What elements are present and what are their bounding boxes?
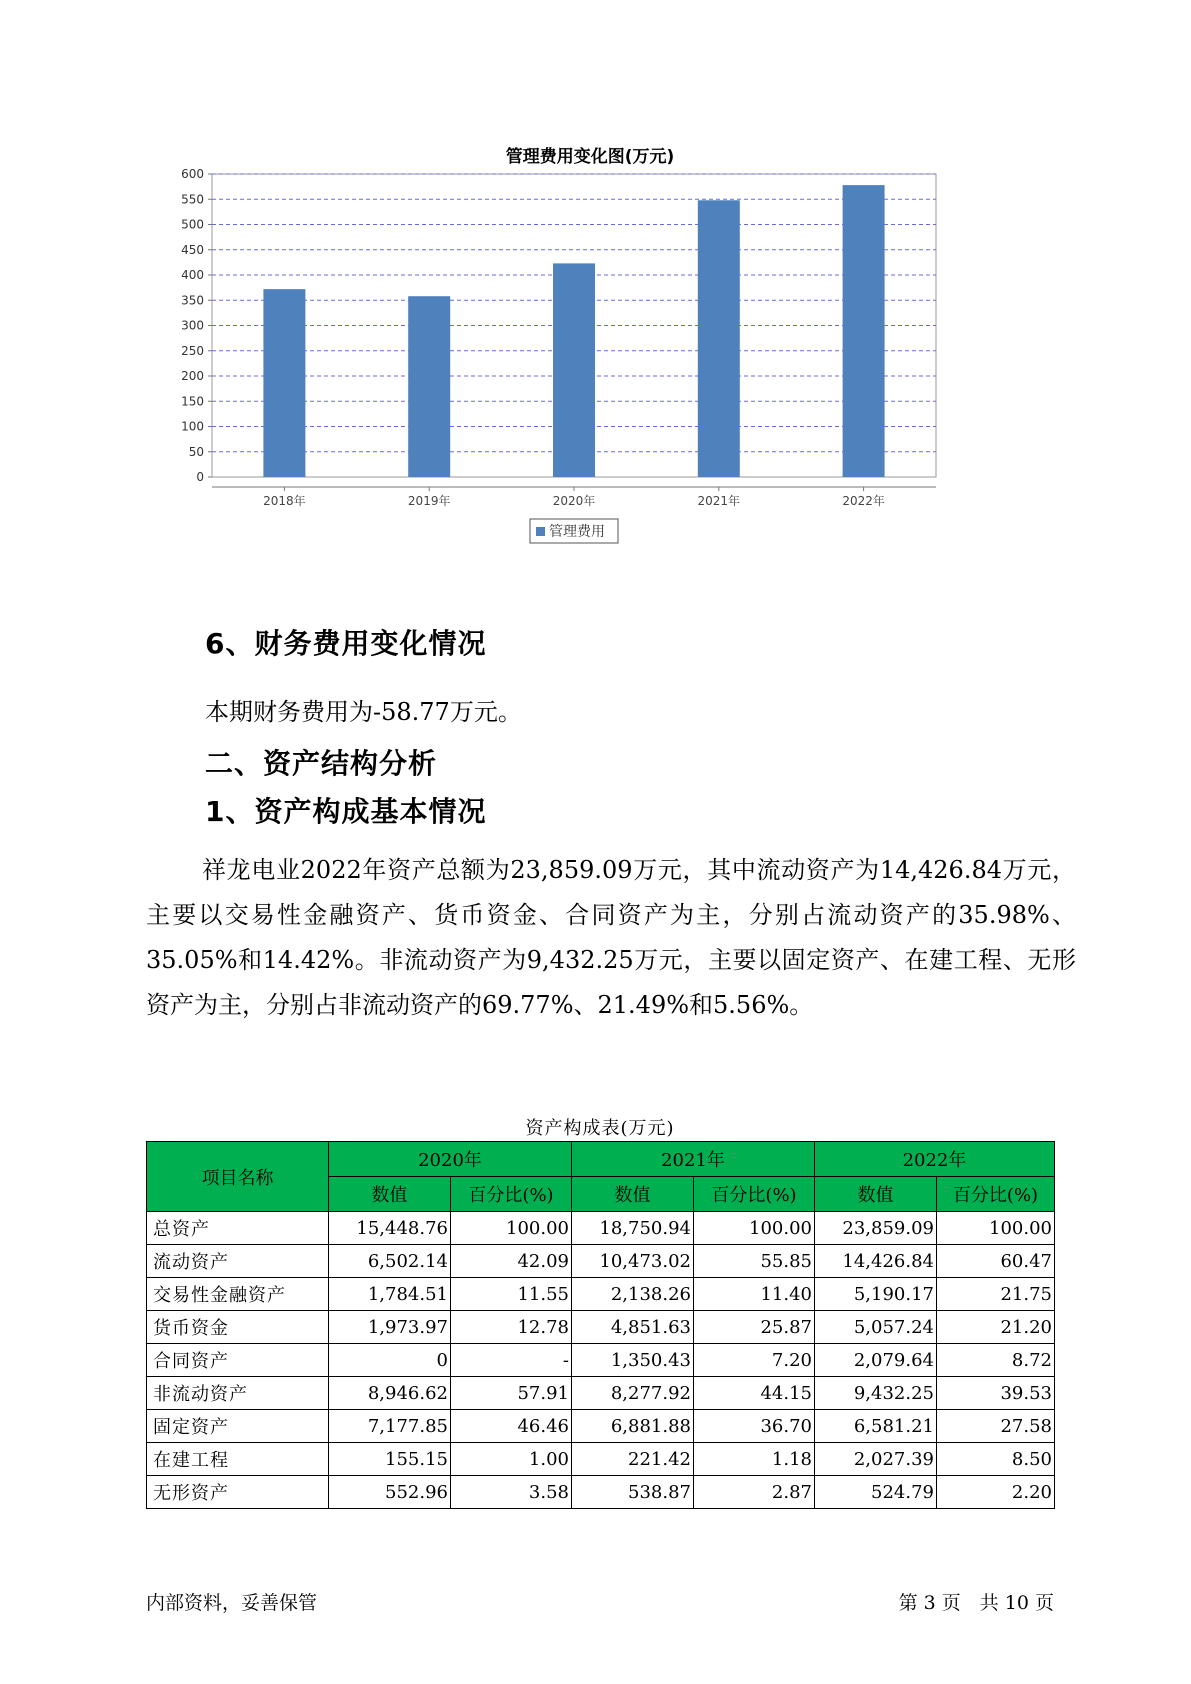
row-label: 无形资产 [147,1476,329,1509]
section2-heading: 二、资产结构分析 [205,747,438,780]
value-cell: 18,750.94 [572,1212,694,1245]
footer-page-number: 第 3 页 共 10 页 [898,1592,1054,1614]
management-expense-chart [160,130,1020,590]
percent-cell: 1.18 [694,1443,815,1476]
percent-cell: 100.00 [937,1212,1055,1245]
table-row [147,1443,1055,1476]
x-tick-label: 2022年 [842,494,885,508]
asset-summary-paragraph: 祥龙电业2022年资产总额为23,859.09万元，其中流动资产为14,426.84万元，主要以交易性金融资产、货币资金、合同资产为主，分别占流动资产的35.98%、35.05%和14.42%。非流动资产为9,432.25万元，主要以固定资产、在建工程、无形资产为主，分别占非流动资产的69.77%、21.49%和5.56%。 [146,856,1076,1019]
value-cell: 6,581.21 [815,1410,937,1443]
percent-cell: 100.00 [694,1212,815,1245]
table-row [147,1212,1055,1245]
table-row [147,1245,1055,1278]
chart-svg [160,130,1020,590]
value-cell: 0 [329,1344,451,1377]
percent-cell: 7.20 [694,1344,815,1377]
row-label: 固定资产 [147,1410,329,1443]
section2-subheading: 1、资产构成基本情况 [205,795,487,828]
value-cell: 524.79 [815,1476,937,1509]
chart-title: 管理费用变化图(万元) [505,147,675,167]
year-header: 2020年 [329,1142,572,1177]
value-cell: 5,190.17 [815,1278,937,1311]
percent-cell: 11.40 [694,1278,815,1311]
y-tick-label: 250 [181,343,204,358]
value-cell: 10,473.02 [572,1245,694,1278]
percent-header: 百分比(%) [937,1177,1055,1212]
percent-cell: 2.87 [694,1476,815,1509]
year-header: 2022年 [815,1142,1055,1177]
percent-cell: 55.85 [694,1245,815,1278]
x-tick-label: 2018年 [263,494,306,508]
y-tick-label: 450 [181,242,204,257]
value-cell: 8,277.92 [572,1377,694,1410]
table-row [147,1377,1055,1410]
percent-cell: 8.50 [937,1443,1055,1476]
value-cell: 552.96 [329,1476,451,1509]
percent-cell: 1.00 [451,1443,572,1476]
value-cell: 2,138.26 [572,1278,694,1311]
percent-header: 百分比(%) [694,1177,815,1212]
percent-cell: 42.09 [451,1245,572,1278]
value-cell: 5,057.24 [815,1311,937,1344]
percent-cell: 3.58 [451,1476,572,1509]
y-tick-label: 500 [181,217,204,232]
y-tick-label: 200 [181,369,204,383]
percent-cell: 2.20 [937,1476,1055,1509]
legend-label: 管理费用 [549,524,605,540]
row-label: 流动资产 [147,1245,329,1278]
percent-cell: 21.75 [937,1278,1055,1311]
row-label: 总资产 [147,1212,329,1245]
percent-cell: 27.58 [937,1410,1055,1443]
table-caption: 资产构成表(万元) [525,1118,675,1139]
legend-swatch [536,527,545,536]
table-row [147,1344,1055,1377]
row-label: 合同资产 [147,1344,329,1377]
y-tick-label: 600 [181,167,204,181]
bar-2021年 [698,200,740,477]
table-row [147,1476,1055,1509]
y-tick-label: 300 [181,318,204,333]
bar-2019年 [408,296,450,477]
percent-cell: 44.15 [694,1377,815,1410]
value-cell: 23,859.09 [815,1212,937,1245]
y-tick-label: 50 [188,444,204,459]
percent-cell: - [451,1344,572,1377]
percent-cell: 46.46 [451,1410,572,1443]
percent-cell: 60.47 [937,1245,1055,1278]
bar-2022年 [843,185,885,477]
percent-cell: 21.20 [937,1311,1055,1344]
value-cell: 4,851.63 [572,1311,694,1344]
percent-cell: 12.78 [451,1311,572,1344]
value-cell: 155.15 [329,1443,451,1476]
value-cell: 538.87 [572,1476,694,1509]
y-tick-label: 400 [181,268,204,282]
value-header: 数值 [572,1177,694,1212]
y-tick-label: 350 [181,293,204,308]
section6-heading: 6、财务费用变化情况 [205,627,487,660]
footer-confidential: 内部资料，妥善保管 [146,1592,318,1614]
value-cell: 7,177.85 [329,1410,451,1443]
table-body [147,1212,1055,1509]
y-tick-label: 100 [181,419,204,434]
percent-cell: 8.72 [937,1344,1055,1377]
value-header: 数值 [815,1177,937,1212]
value-cell: 1,350.43 [572,1344,694,1377]
percent-cell: 25.87 [694,1311,815,1344]
value-header: 数值 [329,1177,451,1212]
x-tick-label: 2019年 [407,494,451,508]
row-label: 非流动资产 [147,1377,329,1410]
value-cell: 14,426.84 [815,1245,937,1278]
x-tick-label: 2021年 [697,494,741,508]
value-cell: 9,432.25 [815,1377,937,1410]
y-tick-label: 0 [196,470,204,484]
value-cell: 2,079.64 [815,1344,937,1377]
row-label: 货币资金 [147,1311,329,1344]
percent-cell: 57.91 [451,1377,572,1410]
y-tick-label: 150 [181,394,204,409]
value-cell: 8,946.62 [329,1377,451,1410]
percent-cell: 39.53 [937,1377,1055,1410]
percent-cell: 100.00 [451,1212,572,1245]
year-header: 2021年 [572,1142,815,1177]
table-row [147,1278,1055,1311]
item-name-header: 项目名称 [147,1142,329,1212]
value-cell: 6,881.88 [572,1410,694,1443]
value-cell: 6,502.14 [329,1245,451,1278]
value-cell: 221.42 [572,1443,694,1476]
row-label: 交易性金融资产 [147,1278,329,1311]
value-cell: 2,027.39 [815,1443,937,1476]
percent-cell: 36.70 [694,1410,815,1443]
y-tick-label: 550 [181,192,204,207]
row-label: 在建工程 [147,1443,329,1476]
table-row [147,1410,1055,1443]
value-cell: 15,448.76 [329,1212,451,1245]
bar-2018年 [263,289,305,477]
x-tick-label: 2020年 [552,494,596,508]
section6-text: 本期财务费用为-58.77万元。 [205,698,522,726]
percent-header: 百分比(%) [451,1177,572,1212]
bar-2020年 [553,263,595,477]
asset-structure-table [146,1141,1055,1509]
percent-cell: 11.55 [451,1278,572,1311]
table-row [147,1311,1055,1344]
value-cell: 1,784.51 [329,1278,451,1311]
value-cell: 1,973.97 [329,1311,451,1344]
